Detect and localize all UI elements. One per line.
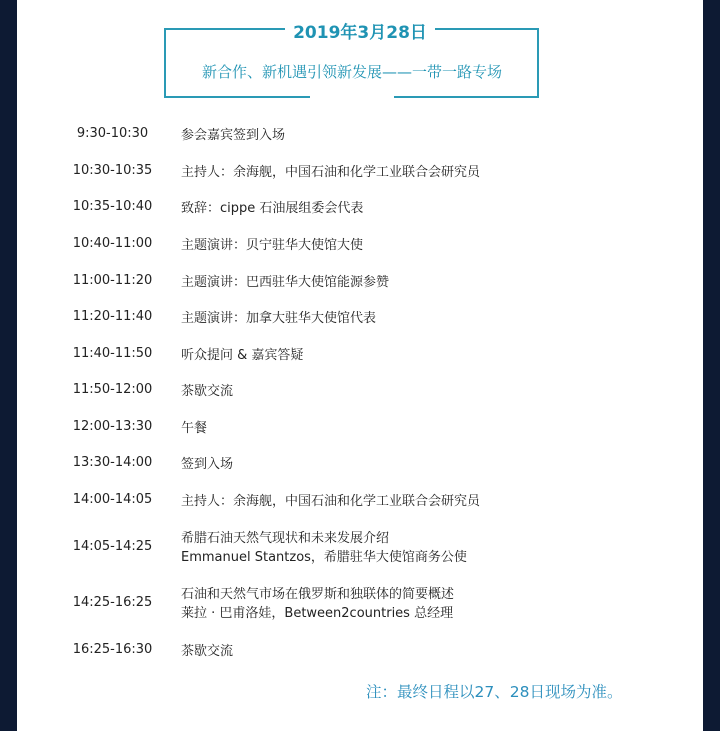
schedule-desc: 致辞：cippe 石油展组委会代表 [181,201,364,216]
schedule-desc: 茶歇交流 [181,384,234,399]
schedule-time: 9:30-10:30 [76,126,149,141]
event-title: 新合作、新机遇引领新发展——一带一路专场 [201,63,502,81]
schedule-time: 10:30-10:35 [72,163,153,178]
schedule-desc: 签到入场 [181,457,234,472]
schedule-desc: 听众提问 & 嘉宾答疑 [181,348,304,363]
schedule-time: 14:25-16:25 [72,595,153,610]
schedule-note: 注：最终日程以27、28日现场为准。 [366,683,623,701]
schedule-time: 11:20-11:40 [72,309,153,324]
schedule-desc-line: Emmanuel Stantzos，希腊驻华大使馆商务公使 [181,550,467,565]
schedule-desc: 主题演讲：巴西驻华大使馆能源参赞 [181,275,390,290]
schedule-time: 16:25-16:30 [72,642,153,657]
schedule-time: 11:00-11:20 [72,273,153,288]
schedule-desc-line: 石油和天然气市场在俄罗斯和独联体的简要概述 [181,587,455,602]
schedule-desc [181,529,467,567]
event-date: 2019年3月28日 [0,18,720,43]
schedule-desc: 午餐 [181,421,208,436]
schedule-desc-line: 希腊石油天然气现状和未来发展介绍 [181,531,390,546]
schedule-time: 12:00-13:30 [72,419,153,434]
header-frame-gap [310,94,394,100]
schedule-time: 14:00-14:05 [72,492,153,507]
schedule-desc: 主题演讲：加拿大驻华大使馆代表 [181,311,377,326]
schedule-desc: 参会嘉宾签到入场 [181,128,286,143]
schedule-time: 10:35-10:40 [72,199,153,214]
schedule-time: 10:40-11:00 [72,236,153,251]
schedule-desc: 主题演讲：贝宁驻华大使馆大使 [181,238,364,253]
schedule-desc: 主持人：余海舰，中国石油和化学工业联合会研究员 [181,494,481,509]
schedule-time: 11:40-11:50 [72,346,153,361]
schedule-time: 14:05-14:25 [72,539,153,554]
schedule-time: 13:30-14:00 [72,455,153,470]
schedule-desc: 茶歇交流 [181,644,234,659]
schedule-time: 11:50-12:00 [72,382,153,397]
schedule-desc-line: 莱拉 · 巴甫洛娃，Between2countries 总经理 [181,606,454,621]
schedule-desc [181,585,454,623]
schedule-desc: 主持人：余海舰，中国石油和化学工业联合会研究员 [181,165,481,180]
